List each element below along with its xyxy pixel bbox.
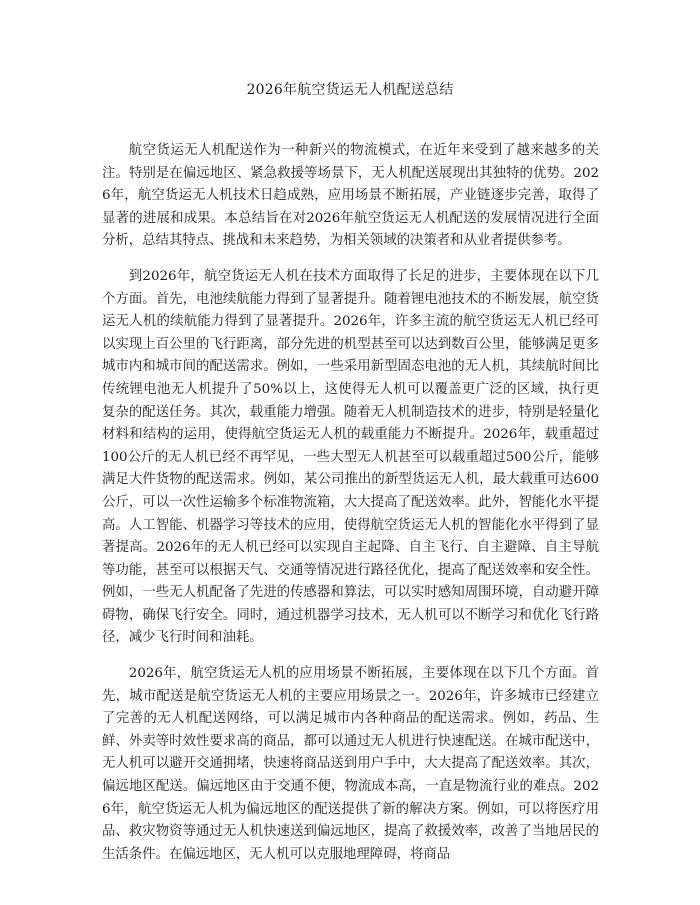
document-title: 2026年航空货运无人机配送总结 (246, 82, 454, 98)
paragraph-intro: 航空货运无人机配送作为一种新兴的物流模式，在近年来受到了越来越多的关注。特别是在偏远地区、紧急救援等场景下，无人机配送展现出其独特的优势。2026年，航空货运无人机技术日趋成熟，应用场景不断拓展，产业链逐步完善，取得了显著的进展和成果。本总结旨在对2026年航空货运无人机配送的发展情况进行全面分析，总结其特点、挑战和未来趋势，为相关领域的决策者和从业者提供参考。 (102, 143, 599, 249)
paragraph-technology: 到2026年，航空货运无人机在技术方面取得了长足的进步，主要体现在以下几个方面。首先，电池续航能力得到了显著提升。随着锂电池技术的不断发展，航空货运无人机的续航能力得到了显著提升。2026年，许多主流的航空货运无人机已经可以实现上百公里的飞行距离，部分先进的机型甚至可以达到数百公里，能够满足更多城市内和城市间的配送需求。例如，一些采用新型固态电池的无人机，其续航时间比传统锂电池无人机提升了50%以上，这使得无人机可以覆盖更广泛的区域，执行更复杂的配送任务。其次，载重能力增强。随着无人机制造技术的进步，特别是轻量化材料和结构的运用，使得航空货运无人机的载重能力不断提升。2026年，载重超过100公斤的无人机已经不再罕见，一些大型无人机甚至可以载重超过500公斤，能够满足大件货物的配送需求。例如，某公司推出的新型货运无人机，最大载重可达600公斤，可以一次性运输多个标准物流箱，大大提高了配送效率。此外，智能化水平提高。人工智能、机器学习等技术的应用，使得航空货运无人机的智能化水平得到了显著提高。2026年的无人机已经可以实现自主起降、自主飞行、自主避障、自主导航等功能，甚至可以根据天气、交通等情况进行路径优化，提高了配送效率和安全性。例如，一些无人机配备了先进的传感器和算法，可以实时感知周围环境，自动避开障碍物，确保飞行安全。同时，通过机器学习技术，无人机可以不断学习和优化飞行路径，减少飞行时间和油耗。 (102, 268, 599, 646)
document-body (102, 140, 599, 879)
paragraph-applications: 2026年，航空货运无人机的应用场景不断拓展，主要体现在以下几个方面。首先，城市配送是航空货运无人机的主要应用场景之一。2026年，许多城市已经建立了完善的无人机配送网络，可以满足城市内各种商品的配送需求。例如，药品、生鲜、外卖等时效性要求高的商品，都可以通过无人机进行快速配送。在城市配送中，无人机可以避开交通拥堵，快速将商品送到用户手中，大大提高了配送效率。其次，偏远地区配送。偏远地区由于交通不便，物流成本高，一直是物流行业的难点。2026年，航空货运无人机为偏远地区的配送提供了新的解决方案。例如，可以将医疗用品、救灾物资等通过无人机快速送到偏远地区，提高了救援效率，改善了当地居民的生活条件。在偏远地区，无人机可以克服地理障碍，将商品 (102, 666, 599, 862)
